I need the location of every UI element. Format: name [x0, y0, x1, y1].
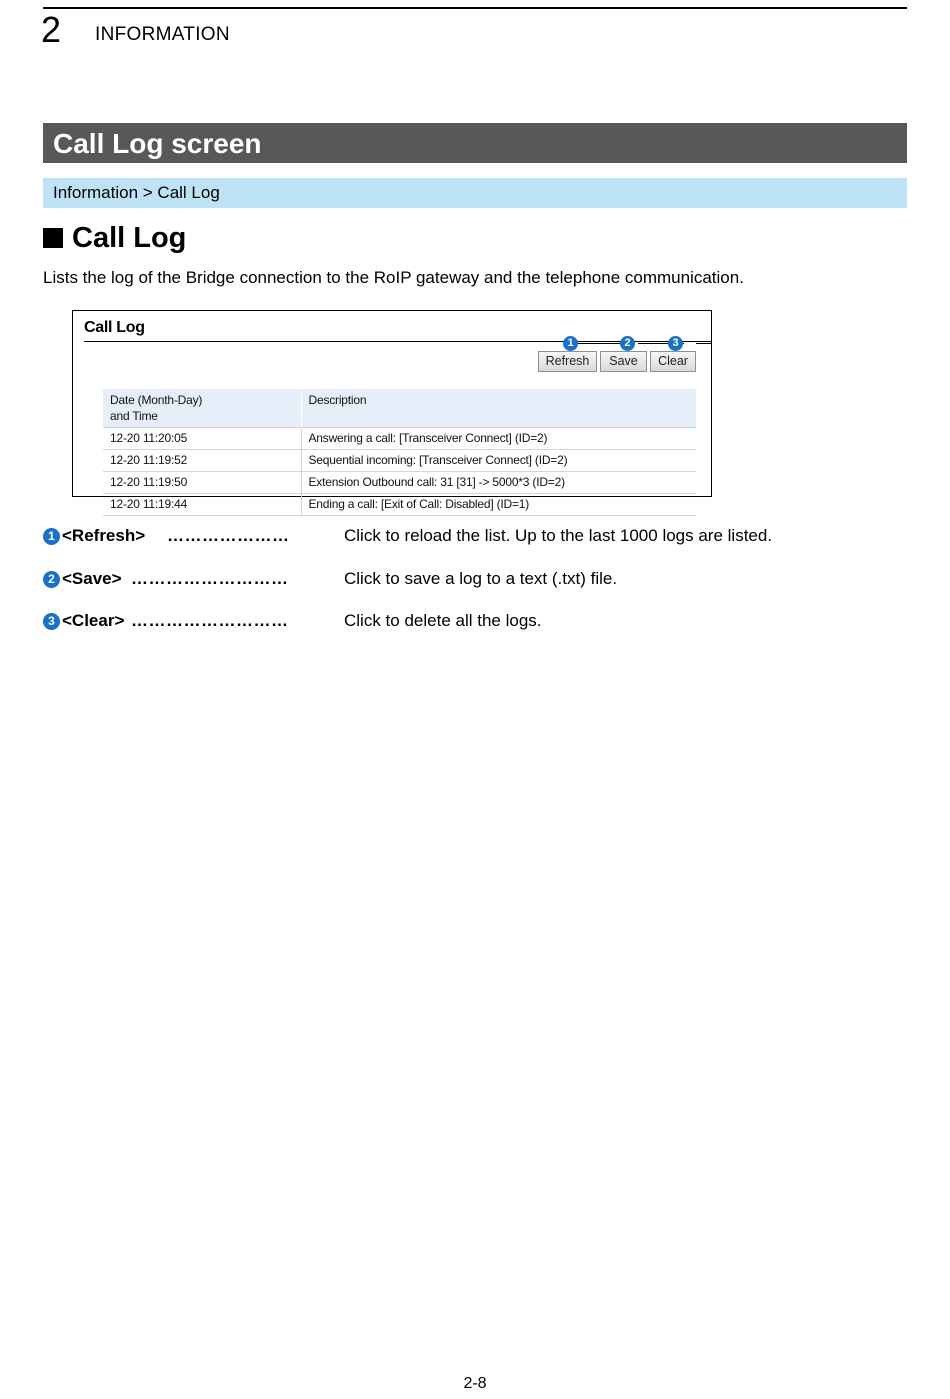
legend-number-1: 1 [43, 528, 60, 545]
chapter-title: INFORMATION [95, 24, 230, 45]
page-number: 2-8 [463, 1375, 487, 1392]
leader-dots: ……………………… [131, 569, 289, 588]
legend-item-refresh [43, 526, 907, 548]
legend-label: <Refresh> [62, 526, 146, 545]
table-row [103, 428, 696, 450]
table-row [103, 450, 696, 472]
call-log-screenshot [72, 310, 712, 511]
marker-leader-line [696, 343, 712, 344]
chapter-number: 2 [41, 9, 62, 50]
row-date: 12-20 11:20:05 [103, 428, 301, 450]
column-header-date-text: Date (Month-Day) and Time [110, 393, 203, 423]
legend-label: <Save> [62, 569, 122, 588]
marker-1: 1 [563, 336, 578, 351]
legend-number-3: 3 [43, 613, 60, 630]
intro-text: Lists the log of the Bridge connection to the RoIP gateway and the telephone communication. [43, 268, 744, 287]
square-bullet-icon [43, 228, 63, 248]
screenshot-title-rule [84, 341, 712, 342]
row-description: Extension Outbound call: 31 [31] -> 5000*3 (ID=2) [301, 472, 696, 494]
screenshot-title: Call Log [84, 319, 145, 336]
save-button[interactable]: Save [600, 351, 647, 372]
table-row [103, 494, 696, 516]
breadcrumb-text: Information > Call Log [53, 183, 220, 202]
legend-number-2: 2 [43, 571, 60, 588]
section-title: Call Log screen [53, 128, 262, 159]
legend-item-clear [43, 611, 907, 633]
subsection-title: Call Log [72, 221, 187, 254]
column-header-date [103, 389, 301, 428]
breadcrumb [43, 178, 907, 208]
legend-label: <Clear> [62, 611, 125, 630]
top-rule [43, 7, 907, 9]
refresh-button[interactable]: Refresh [538, 351, 597, 372]
marker-leader-line [578, 343, 626, 344]
row-description: Ending a call: [Exit of Call: Disabled] (ID=1) [301, 494, 696, 516]
row-date: 12-20 11:19:52 [103, 450, 301, 472]
leader-dots: ………………… [167, 526, 290, 545]
column-header-description [301, 389, 696, 428]
legend-item-save [43, 569, 907, 591]
legend-description: Click to save a log to a text (.txt) file. [344, 569, 618, 588]
marker-2: 2 [620, 336, 635, 351]
call-log-table [103, 389, 696, 516]
legend-description: Click to reload the list. Up to the last 1000 logs are listed. [344, 526, 773, 545]
row-description: Answering a call: [Transceiver Connect] (ID=2) [301, 428, 696, 450]
row-date: 12-20 11:19:50 [103, 472, 301, 494]
marker-3: 3 [668, 336, 683, 351]
leader-dots: ……………………… [131, 611, 289, 630]
table-row [103, 472, 696, 494]
subsection-heading [43, 220, 186, 256]
legend-description: Click to delete all the logs. [344, 611, 542, 630]
clear-button[interactable]: Clear [650, 351, 696, 372]
section-title-bar [43, 123, 907, 163]
row-description: Sequential incoming: [Transceiver Connect] (ID=2) [301, 450, 696, 472]
row-date: 12-20 11:19:44 [103, 494, 301, 516]
column-header-description-text: Description [308, 393, 367, 407]
